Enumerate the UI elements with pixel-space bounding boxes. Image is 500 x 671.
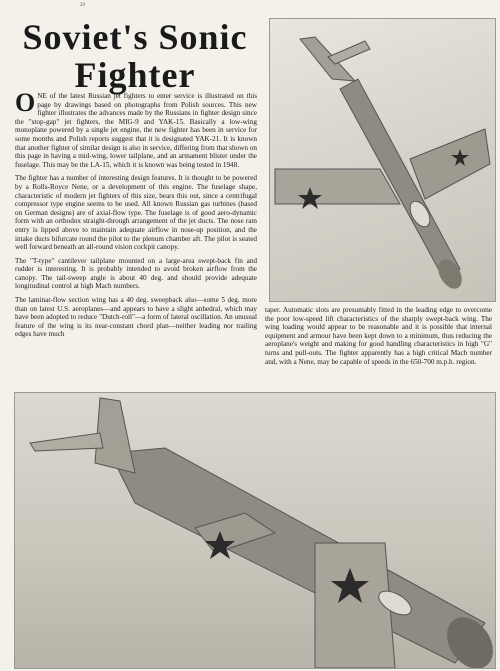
title-line-1: Soviet's Sonic: [22, 17, 248, 57]
fighter-top-drawing: [270, 19, 495, 301]
article-title: [10, 18, 260, 94]
paragraph-1: [15, 88, 257, 169]
drop-cap: O: [15, 88, 36, 117]
article-body-right: [265, 306, 492, 366]
fighter-illustration-top: [269, 18, 496, 302]
article-body-left: [15, 88, 257, 344]
paragraph-1-text: NE of the latest Russian jet fighters to enter service is illustrated on this page by drawings based on photographs from Polish sources. This new fighter illustrates the advances made by the Russians in fighter design since the "stop-gap" jet fighters, the MIG-9 and YAK-15. Basically a low-wing monoplane powered by a single jet engine, the new fighter has been in service for some months and Polish reports suggest that it is designated YAK-21. It is known that another fighter of similar design is also in service, differing from that shown on this page in having a mid-wing, lower tailplane, and an armament blister under the fuselage. This may be the LA-15, which it is known was being tested in 1948.: [15, 92, 257, 169]
paragraph-2: The fighter has a number of interesting design features. It is thought to be powered by a Rolls-Royce Nene, or a development of this engine. The fuselage shape, characteristic of modern jet fighters of this size, bears this out, since a centrifugal compressor type engine seems to be used. All known Russian gas turbines (based on German designs) are of axial-flow type. The fuselage is of good aero-dynamic form with an orthodox straight-through arrangement of the jet ducts. The nose ram entry is lipped above to maintain adequate airflow in nose-up position, and the intake ducts bifurcate round the pilot to the plenum chamber aft. The pilot is seated well forward beneath an all-round vision cockpit canopy.: [15, 174, 257, 252]
paragraph-4: The laminar-flow section wing has a 40 deg. sweepback also—some 5 deg. more than on latest U.S. aeroplanes—and appears to have a slight anhedral, which may have been adopted to reduce "Dutch-roll"—a form of lateral oscillation. An unusual feature of the wing is its near-constant chord plan—neither leading nor trailing edges have much: [15, 296, 257, 339]
title-line-2: Fighter: [74, 55, 196, 95]
fighter-bottom-drawing: [15, 393, 495, 668]
paragraph-3: The "T-type" cantilever tailplane mounted on a large-area swept-back fin and rudder is interesting. It is probably intended to avoid broken airflow from the canopy. The tail-sweep angle is about 40 deg. and should provide adequate longitudinal control at high Mach numbers.: [15, 256, 257, 291]
page-mark: 29: [80, 3, 85, 8]
fighter-illustration-bottom: [14, 392, 496, 669]
continuation-text: taper. Automatic slots are presumably fitted in the leading edge to overcome the poor low-speed lift characteristics of the sharply swept-back wing. The wing loading would appear to be reasonable and it is possible that internal equipment and armour have been kept down to a minimum, thus reducing the aeroplane's weight and making for good handling characteristics in high "G" turns and pull-outs. The fighter apparently has a high critical Mach number and, with a Nene, may be capable of speeds in the 650-700 m.p.h. region.: [265, 306, 492, 366]
